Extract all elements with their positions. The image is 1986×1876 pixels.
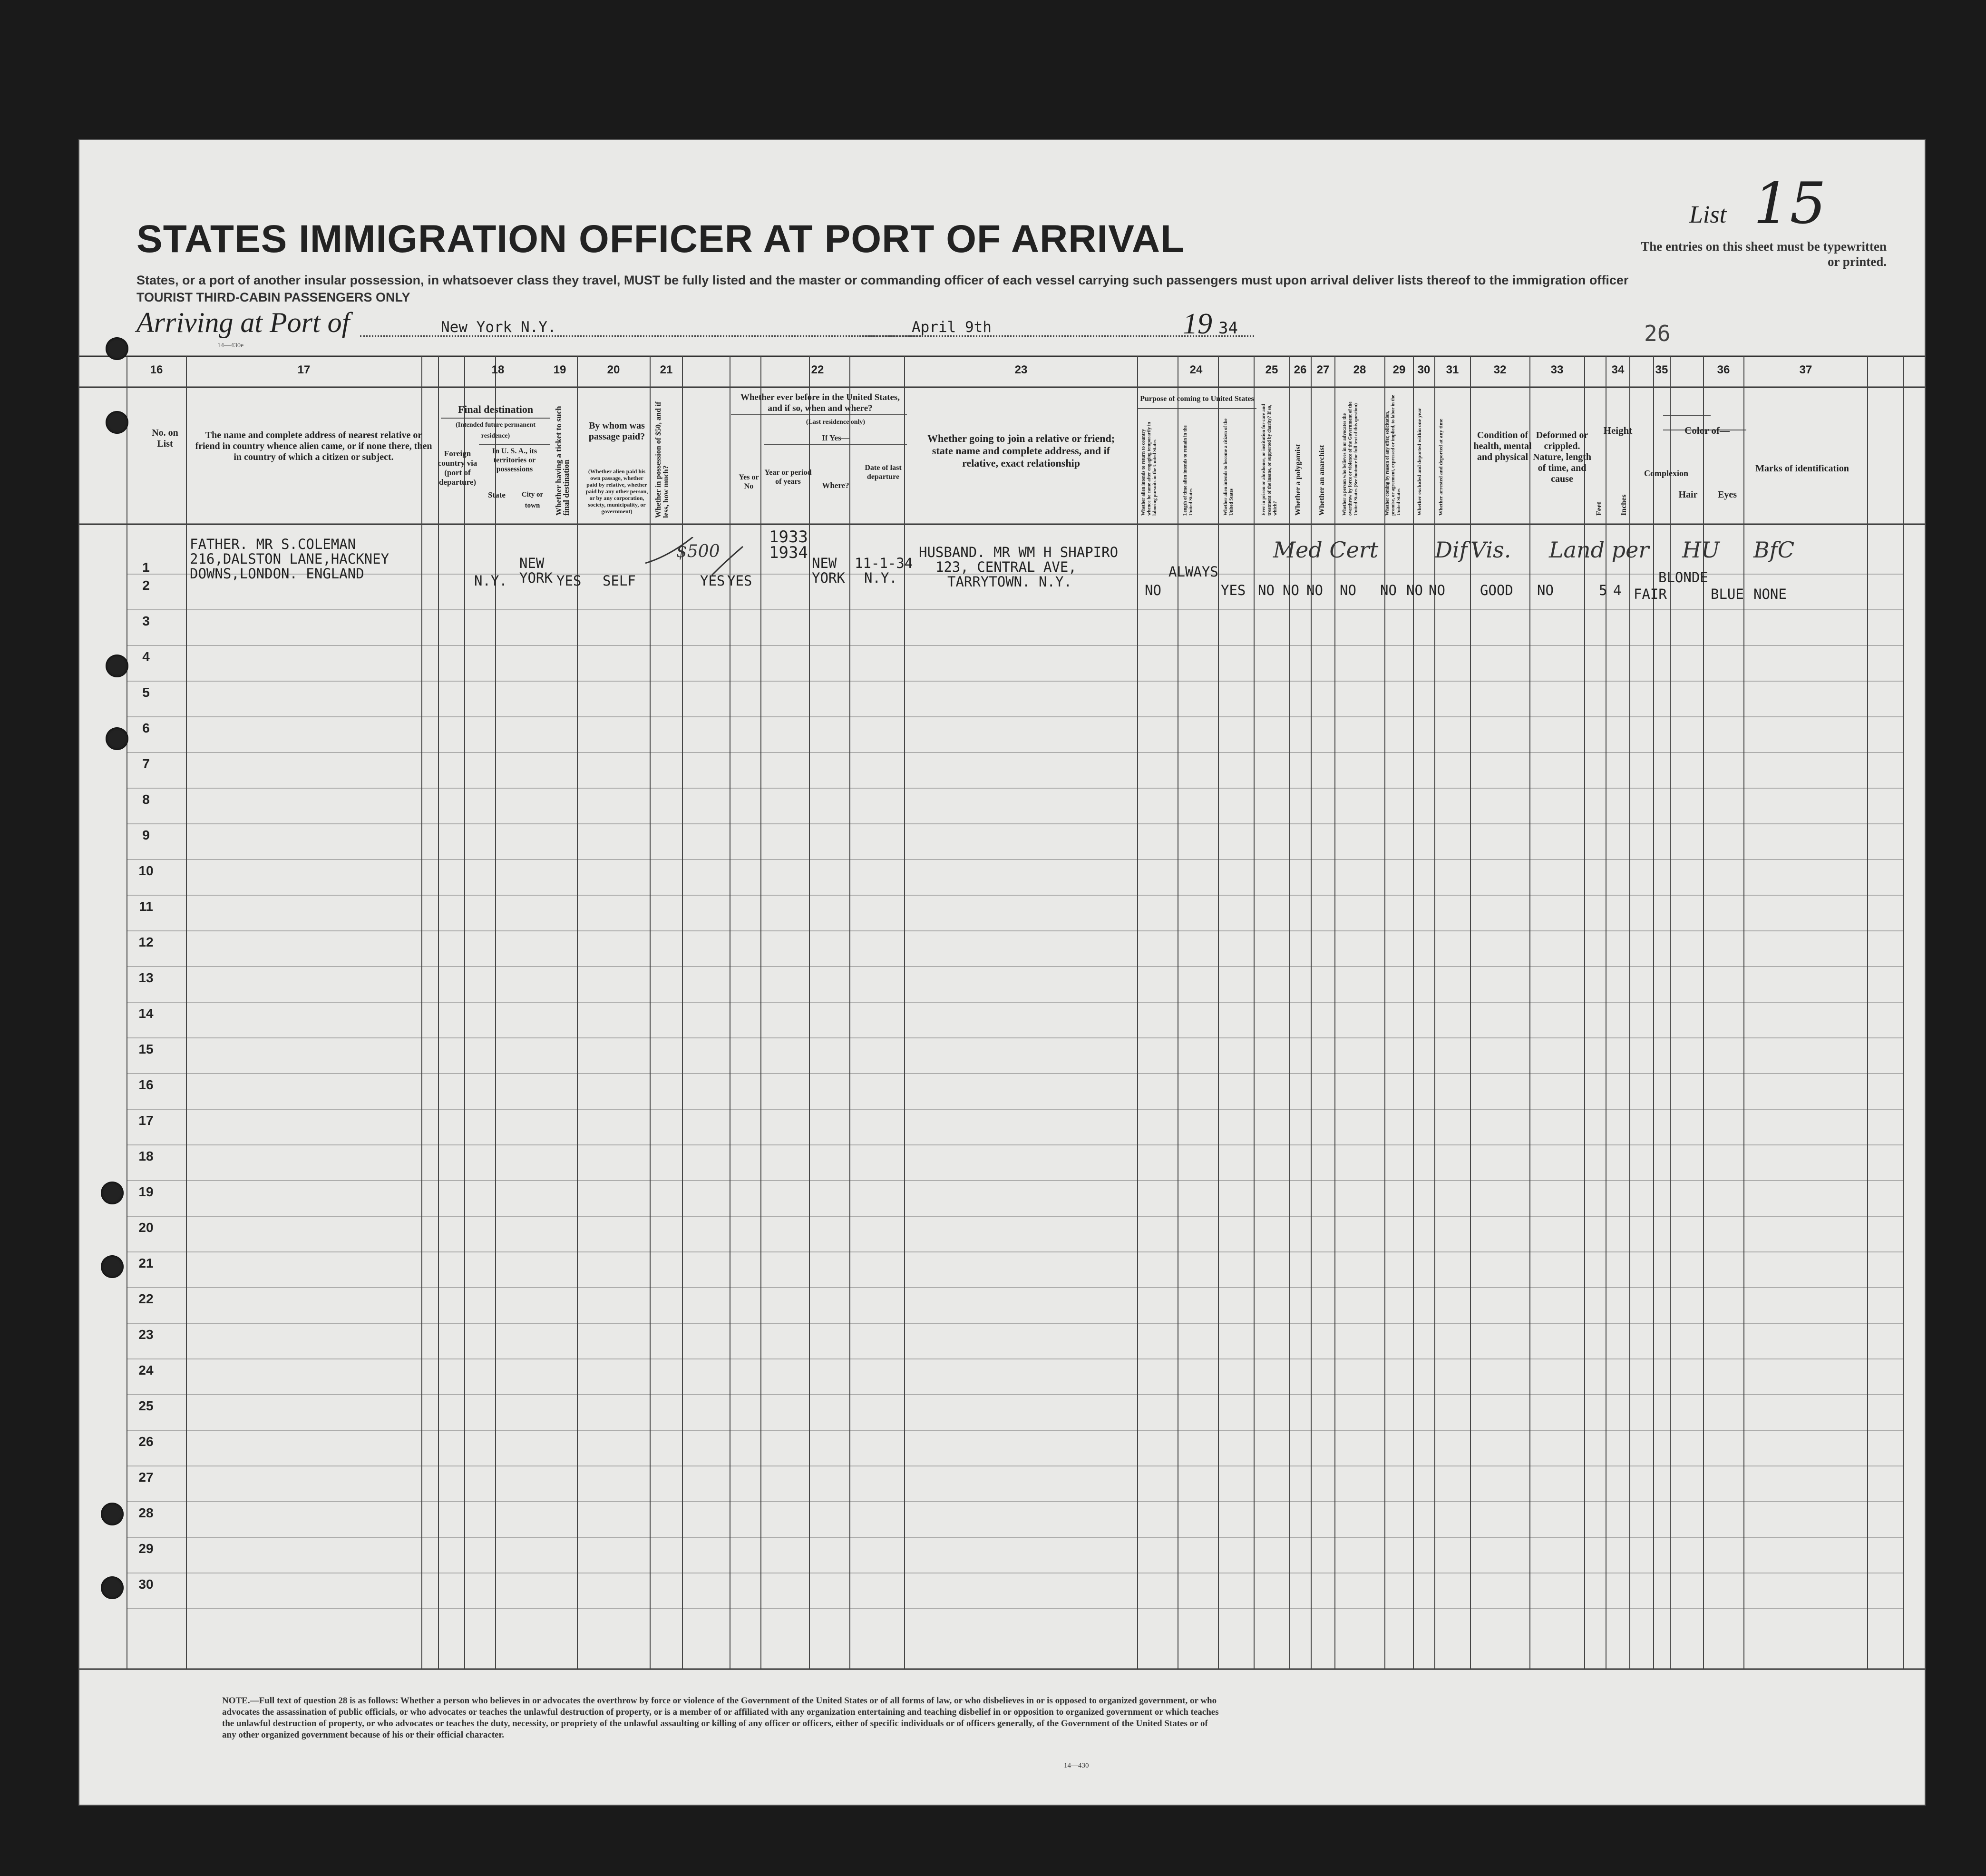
header-purpose-citizen: Whether alien intends to become a citizen of the United States: [1223, 418, 1234, 516]
column-number: 17: [297, 363, 311, 376]
deformed-value: NO: [1537, 582, 1554, 598]
column-number: 24: [1189, 363, 1203, 376]
where-line-2: YORK: [812, 570, 845, 586]
column-number: 23: [1014, 363, 1028, 376]
q30-value: NO: [1406, 582, 1423, 598]
column-number: 31: [1446, 363, 1459, 376]
anarchist-value: NO: [1306, 582, 1323, 598]
row-number: 26: [138, 1434, 154, 1449]
header-passage-paid-note: (Whether alien paid his own passage, whether paid by relative, whether paid by any other person, or by any corporation, society, municipality, or government): [585, 468, 648, 515]
header-inches: Inches: [1620, 494, 1628, 516]
height-feet-value: 5: [1599, 582, 1607, 598]
passenger-class: TOURIST THIRD-CABIN PASSENGERS ONLY: [136, 290, 410, 304]
arriving-label: Arriving at Port of: [136, 307, 350, 338]
handwritten-vis: Vis.: [1470, 537, 1511, 563]
column-number: 26: [1294, 363, 1307, 376]
punch-hole: [106, 337, 128, 360]
row-number: 4: [142, 649, 150, 664]
sheet-number: 26: [1644, 321, 1671, 346]
polygamist-value: NO: [1283, 582, 1299, 598]
punch-hole: [106, 655, 128, 677]
column-number: 33: [1550, 363, 1564, 376]
row-number: 15: [138, 1042, 154, 1056]
handwritten-land-per: Land per: [1549, 537, 1649, 563]
header-relative: The name and complete address of nearest relative or friend in country whence alien came, or if none there, then in country of which a citizen or subject.: [195, 430, 432, 462]
ever-before-value: YES: [727, 573, 752, 589]
header-q29: Whether coming by reason of any offer, solicitation, promise, or agreement, expressed or implied, to labor in the United States: [1385, 395, 1402, 516]
join-line-1: HUSBAND. MR WM H SHAPIRO: [919, 544, 1119, 560]
row-number: 14: [138, 1006, 154, 1021]
row-number: 27: [138, 1470, 154, 1485]
money-handwritten: $500: [676, 542, 720, 561]
row-number: 16: [138, 1077, 154, 1092]
passage-paid-by: SELF: [603, 573, 636, 589]
header-q28: Whether a person who believes in or advocates the overthrow by force or violence of the Government of the United States (See footnote for full text of this question): [1342, 401, 1359, 516]
row-number: 6: [142, 721, 150, 735]
handwritten-hu: HU: [1682, 537, 1720, 563]
header-no-on-list: No. on List: [152, 428, 178, 449]
header-fifty-dollars: Whether in possession of $50, and if less, how much?: [654, 401, 670, 518]
row-number: 21: [138, 1256, 154, 1270]
punch-hole: [101, 1182, 124, 1204]
date-last-line-2: N.Y.: [864, 570, 897, 586]
header-purpose: Purpose of coming to United States: [1140, 395, 1254, 403]
form-number-top: 14—430e: [217, 342, 244, 349]
handwritten-bfc: BfC: [1753, 537, 1795, 563]
row-number: 7: [142, 756, 150, 771]
handwritten-med-cert: Med Cert: [1273, 537, 1379, 563]
punch-hole: [101, 1255, 124, 1278]
column-number: 25: [1265, 363, 1278, 376]
column-number: 30: [1417, 363, 1431, 376]
row-number: 8: [142, 792, 150, 807]
header-marks: Marks of identification: [1755, 463, 1849, 474]
form-number: 14—430: [1064, 1762, 1089, 1769]
header-state: State: [488, 490, 506, 499]
q31-value: NO: [1429, 582, 1445, 598]
relative-line-2: 216,DALSTON LANE,HACKNEY: [190, 551, 389, 567]
row-number: 17: [138, 1113, 154, 1128]
header-feet: Feet: [1595, 501, 1603, 516]
destination-city-2: YORK: [519, 570, 553, 586]
header-prison: Ever in prison or almshouse, or institution for care and treatment of the insane, or supported by charity? If so, which?: [1261, 404, 1278, 516]
header-city: City or town: [521, 491, 544, 509]
row-number: 11: [139, 899, 153, 914]
arrival-year-prefix: 19: [1183, 308, 1212, 340]
row-number: 24: [138, 1363, 154, 1378]
row-number: 13: [138, 970, 154, 985]
header-passage-paid: By whom was passage paid?: [588, 420, 645, 442]
header-purpose-length: Length of time alien intends to remain in the United States: [1183, 425, 1194, 516]
punch-hole: [101, 1503, 124, 1525]
purpose-return-value: NO: [1145, 582, 1161, 598]
form-instructions: States, or a port of another insular possession, in whatsoever class they travel, MUST be fully listed and the master or commanding officer of each vessel carrying such passengers must upon arrival deliver lists thereof to the immigration officer: [136, 273, 1629, 287]
marks-value: NONE: [1753, 586, 1787, 602]
purpose-citizen-value: YES: [1221, 582, 1246, 598]
header-anarchist: Whether an anarchist: [1318, 445, 1326, 516]
row-number: 18: [138, 1149, 154, 1163]
row-number: 19: [138, 1184, 154, 1199]
complexion-value: FAIR: [1634, 586, 1667, 602]
header-eyes: Eyes: [1718, 489, 1737, 500]
row-number: 12: [138, 935, 154, 949]
column-number: 21: [660, 363, 673, 376]
footnote: NOTE.—Full text of question 28 is as follows: Whether a person who believes in or advocates the overthrow by force or violence of the Government of the United States or of all forms of law, or who disbelieves in or is opposed to organized government, or who advocates the assassination of public officials, or who advocates or teaches the unlawful destruction of property, or is a member of or affiliated with any organization entertaining and teaching disbelief in or opposition to organized government or which teaches the unlawful destruction of property, or who advocates or teaches the duty, necessity, or propriety of the unlawful assaulting or killing of any officer or officers, either of specific individuals or of officers generally, of the Government of the United States or of any other organized government because of his or their official character.: [222, 1696, 1219, 1740]
header-final-destination: Final destination: [458, 403, 534, 415]
row-number: 29: [138, 1541, 154, 1556]
punch-hole: [106, 411, 128, 434]
header-last-residence: (Last residence only): [806, 419, 866, 426]
header-color-of: Color of—: [1684, 425, 1730, 436]
row-number: 10: [138, 863, 154, 878]
header-ever-before: Whether ever before in the United States, and if so, when and where?: [740, 392, 900, 413]
health-value: GOOD: [1480, 582, 1513, 598]
q29-value: NO: [1380, 582, 1397, 598]
row-number: 5: [142, 685, 150, 700]
money-value: YES: [700, 573, 725, 589]
list-number: 15: [1753, 171, 1826, 237]
column-number: 35: [1655, 363, 1668, 376]
prison-value: NO: [1258, 582, 1275, 598]
date-last-line-1: 11-1-34: [855, 555, 913, 571]
row-number: 20: [138, 1220, 154, 1235]
row-number: 25: [138, 1398, 154, 1413]
handwritten-dif: Dif: [1435, 537, 1468, 563]
arrival-date: April 9th: [912, 319, 992, 336]
height-inches-value: 4: [1613, 582, 1622, 598]
table-grid: [79, 140, 1925, 1805]
form-title: STATES IMMIGRATION OFFICER AT PORT OF ARRIVAL: [136, 217, 1185, 261]
destination-state: N.Y.: [474, 573, 507, 589]
header-q31: Whether arrested and deported at any time: [1438, 419, 1444, 516]
column-number: 19: [553, 363, 566, 376]
header-if-yes: If Yes—: [822, 433, 849, 442]
q28-value: NO: [1340, 582, 1356, 598]
typewritten-notice: The entries on this sheet must be typewritten or printed.: [1641, 239, 1887, 269]
header-yes-or-no: Yes or No: [739, 473, 759, 490]
header-height: Height: [1603, 425, 1633, 436]
header-foreign-country: Foreign country via (port of departure): [438, 449, 477, 487]
hair-value: BLONDE: [1658, 569, 1708, 586]
list-label: List: [1689, 201, 1727, 228]
eyes-value: BLUE: [1711, 586, 1744, 602]
column-number: 22: [811, 363, 824, 376]
relative-line-1: FATHER. MR S.COLEMAN: [190, 536, 356, 552]
purpose-length-value: ALWAYS: [1168, 564, 1218, 580]
row-number: 22: [138, 1291, 154, 1306]
column-number: 27: [1316, 363, 1330, 376]
row-number: 3: [142, 614, 150, 628]
ticket-value: YES: [556, 573, 582, 589]
years-line-2: 1934: [769, 543, 808, 562]
destination-city-1: NEW: [519, 555, 545, 571]
handwritten-checkmarks: [641, 537, 745, 580]
header-polygamist: Whether a polygamist: [1294, 444, 1302, 516]
column-number: 20: [607, 363, 620, 376]
manifest-sheet: [78, 139, 1926, 1806]
row-number: 2: [142, 578, 150, 593]
header-final-destination-note: (Intended future permanent residence): [456, 421, 535, 440]
punch-hole: [101, 1576, 124, 1599]
header-year-period: Year or period of years: [764, 469, 812, 486]
column-number: 32: [1493, 363, 1507, 376]
where-line-1: NEW: [812, 555, 837, 571]
punch-hole: [106, 727, 128, 750]
row-number: 1: [142, 560, 150, 575]
header-where: Where?: [822, 481, 849, 490]
header-in-usa: In U. S. A., its territories or possessions: [492, 447, 537, 473]
header-complexion: Complexion: [1644, 469, 1689, 478]
column-number: 34: [1611, 363, 1625, 376]
years-line-1: 1933: [769, 528, 808, 547]
column-number: 36: [1717, 363, 1730, 376]
row-number: 23: [138, 1327, 154, 1342]
row-number: 30: [138, 1577, 154, 1592]
column-number: 28: [1353, 363, 1366, 376]
join-line-3: TARRYTOWN. N.Y.: [947, 574, 1072, 590]
relative-line-3: DOWNS,LONDON. ENGLAND: [190, 566, 364, 582]
row-number: 9: [142, 828, 150, 842]
header-condition: Condition of health, mental and physical: [1473, 430, 1532, 462]
column-number: 16: [150, 363, 163, 376]
join-line-2: 123, CENTRAL AVE,: [935, 559, 1077, 575]
header-ticket: Whether having a ticket to such final destination: [554, 406, 571, 516]
header-deformed: Deformed or crippled. Nature, length of time, and cause: [1533, 430, 1591, 484]
header-date-last: Date of last departure: [865, 464, 902, 481]
arrival-port: New York N.Y.: [441, 319, 556, 336]
header-purpose-return: Whether alien intends to return to country whence he came after engaging temporarily in laboring pursuits in the United States: [1141, 422, 1158, 516]
header-join-relative: Whether going to join a relative or friend; state name and complete address, and if relative, exact relationship: [927, 432, 1115, 469]
column-number: 37: [1799, 363, 1812, 376]
row-number: 28: [138, 1505, 154, 1520]
column-number: 29: [1392, 363, 1406, 376]
arrival-year-suffix: 34: [1218, 319, 1238, 338]
column-number: 18: [491, 363, 505, 376]
header-hair: Hair: [1678, 489, 1698, 500]
header-q30: Whether excluded and deported within one year: [1417, 408, 1422, 516]
